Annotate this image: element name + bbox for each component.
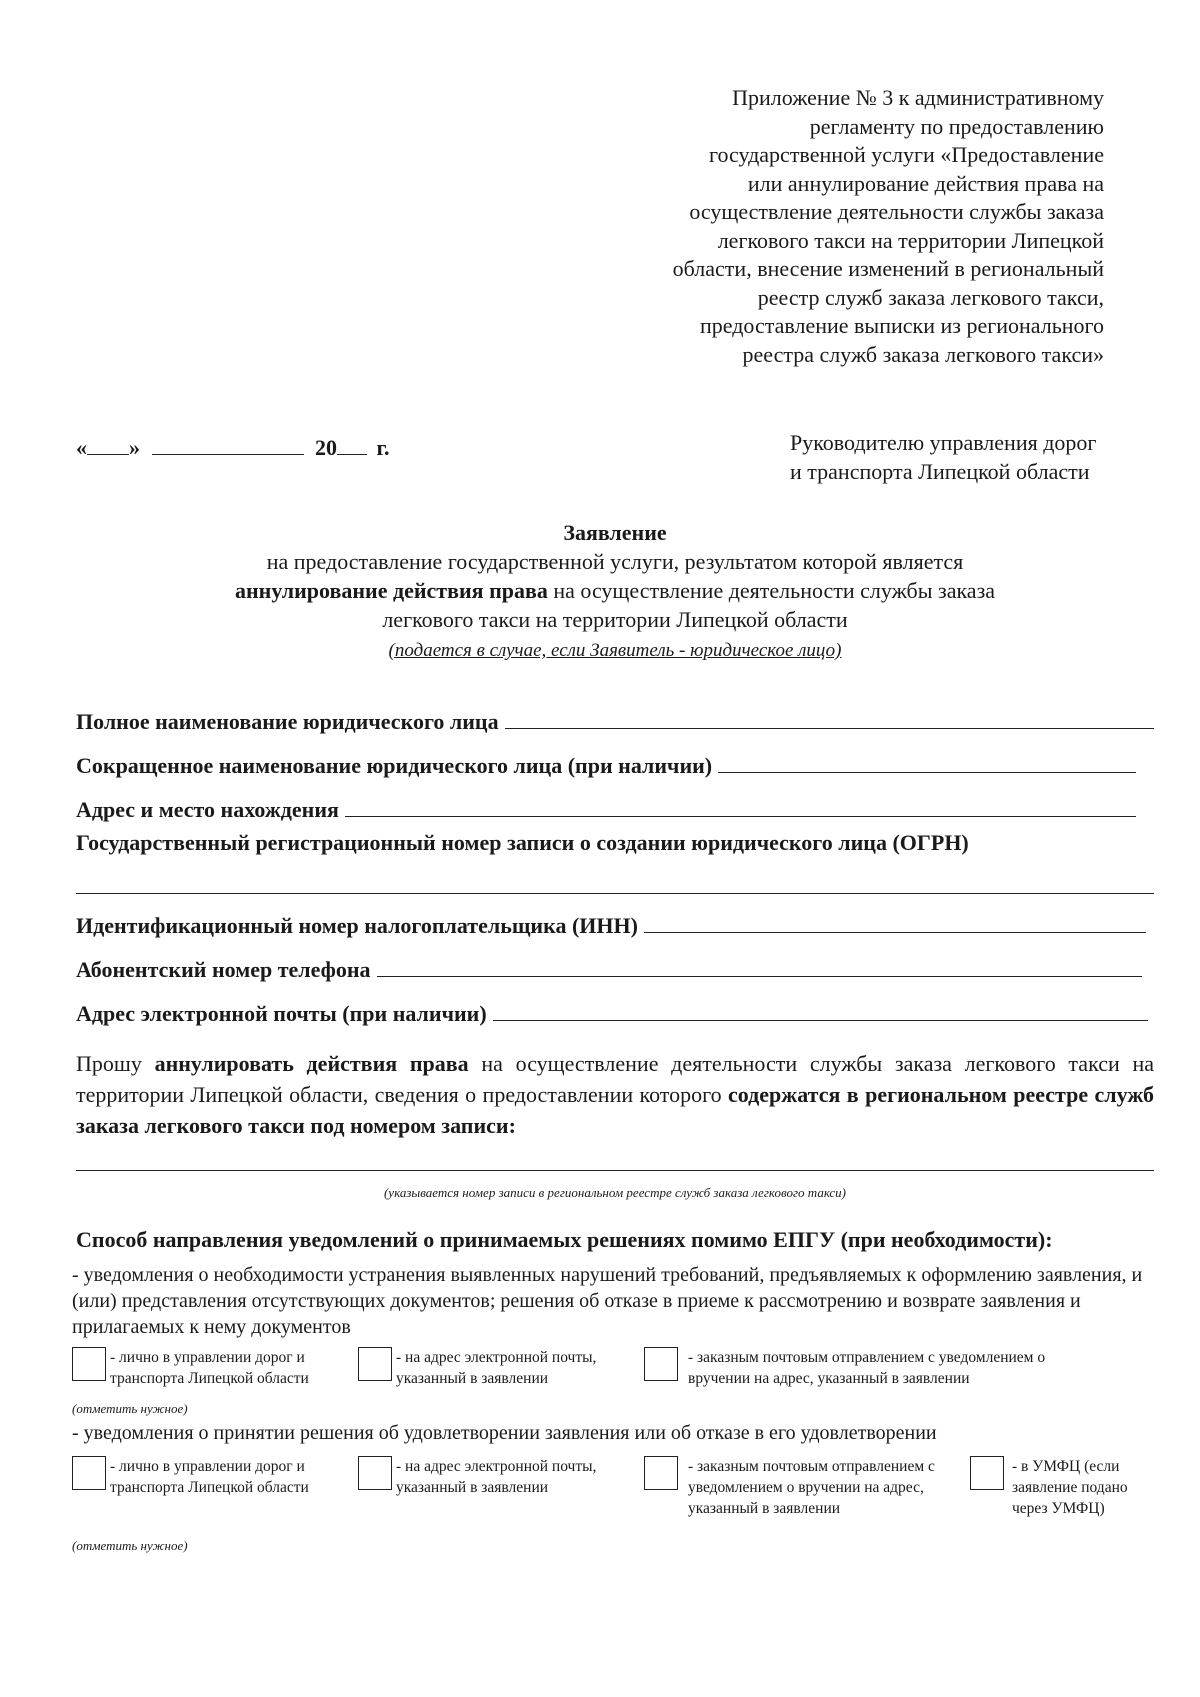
option-line: указанный в заявлении <box>688 1500 841 1517</box>
addressee-line-1: Руководителю управления дорог <box>790 430 1097 455</box>
option-label <box>688 1456 935 1519</box>
field-short-name-input[interactable] <box>718 752 1136 773</box>
option-line: транспорта Липецкой области <box>110 1370 309 1387</box>
title-line-2-rest: на осуществление деятельности службы заказа <box>547 578 996 603</box>
option-label <box>688 1347 1045 1389</box>
request-text-1: Прошу <box>76 1051 155 1076</box>
option-registered-mail-1 <box>644 1347 1045 1389</box>
appendix-line: области, внесение изменений в региональный <box>672 256 1104 281</box>
checkbox-umfc-2[interactable] <box>970 1456 1004 1490</box>
option-line: - в УМФЦ (если <box>1012 1458 1120 1475</box>
field-full-name-label: Полное наименование юридического лица <box>76 709 499 734</box>
title-line-2 <box>0 576 1200 605</box>
field-short-name-label: Сокращенное наименование юридического лица (при наличии) <box>76 753 713 778</box>
option-label <box>110 1456 309 1498</box>
appendix-line: легкового такси на территории Липецкой <box>717 227 1104 253</box>
document-title-block <box>0 518 1200 665</box>
year-blank[interactable] <box>337 434 367 455</box>
hint-mark-needed-2: (отметить нужное) <box>72 1538 188 1553</box>
checkbox-email-1[interactable] <box>358 1347 392 1381</box>
title-line-3: легкового такси на территории Липецкой области <box>382 607 848 632</box>
field-full-name-input[interactable] <box>505 708 1154 729</box>
date-line <box>76 434 390 461</box>
option-label <box>110 1347 309 1389</box>
request-text-2: на осуществление деятельности службы заказа легкового такси на территории Липецкой области, сведения о предоставлении которого <box>76 1051 1155 1107</box>
checkbox-registered-mail-1[interactable] <box>644 1347 678 1381</box>
option-line: - заказным почтовым отправлением с <box>688 1458 935 1475</box>
field-inn-label: Идентификационный номер налогоплательщика (ИНН) <box>76 913 638 938</box>
option-line: заявление подано <box>1012 1479 1128 1496</box>
title-line-1: на предоставление государственной услуги, результатом которой является <box>266 549 964 574</box>
field-phone-input[interactable] <box>377 956 1142 977</box>
field-full-name <box>76 708 1154 735</box>
field-inn <box>76 912 1146 939</box>
day-blank[interactable] <box>87 434 129 455</box>
field-phone-label: Абонентский номер телефона <box>76 957 371 982</box>
field-phone <box>76 956 1142 983</box>
field-ogrn-label: Государственный регистрационный номер записи о создании юридического лица (ОГРН) <box>76 830 969 855</box>
checkbox-registered-mail-2[interactable] <box>644 1456 678 1490</box>
option-line: указанный в заявлении <box>396 1479 549 1496</box>
appendix-line: государственной услуги «Предоставление <box>708 142 1104 167</box>
record-number-input[interactable] <box>76 1170 1154 1171</box>
addressee-line-2: и транспорта Липецкой области <box>790 459 1090 484</box>
title-bold-fragment: аннулирование действия права <box>234 578 548 603</box>
title-note: (подается в случае, если Заявитель - юридическое лицо) <box>388 640 842 661</box>
field-inn-input[interactable] <box>644 912 1146 933</box>
field-email-input[interactable] <box>493 1000 1148 1021</box>
hint-mark-needed-1: (отметить нужное) <box>72 1401 188 1416</box>
year-suffix: г. <box>376 435 390 460</box>
date-open-quote: « <box>76 435 87 460</box>
notice-2-text: - уведомления о принятии решения об удовлетворении заявления или об отказе в его удовлетворении <box>72 1422 937 1444</box>
field-short-name <box>76 752 1136 779</box>
option-line: - лично в управлении дорог и <box>110 1349 305 1366</box>
appendix-header <box>544 84 1104 369</box>
request-paragraph <box>76 1048 1154 1141</box>
notification-method-title: Способ направления уведомлений о принимаемых решениях помимо ЕПГУ (при необходимости): <box>76 1227 1053 1252</box>
option-label <box>396 1456 596 1498</box>
option-line: уведомлением о вручении на адрес, <box>688 1479 924 1496</box>
notice-1-text: - уведомления о необходимости устранения выявленных нарушений требований, предъявляемых к оформлению заявления, и (или) представления отсутствующих документов; решения об отказе в приеме к рассмотрению и возврате заявления и прилагаемых к нему документов <box>72 1264 1143 1338</box>
option-line: через УМФЦ) <box>1012 1500 1105 1517</box>
field-ogrn-input[interactable] <box>76 893 1154 894</box>
option-registered-mail-2 <box>644 1456 935 1519</box>
option-email-2 <box>358 1456 596 1498</box>
option-email-1 <box>358 1347 596 1389</box>
option-line: - на адрес электронной почты, <box>396 1349 597 1366</box>
record-number-caption: (указывается номер записи в региональном реестре служб заказа легкового такси) <box>383 1185 847 1200</box>
request-bold-2: содержатся в региональном реестре служб заказа легкового такси под номером записи: <box>76 1082 1155 1138</box>
field-address-label: Адрес и место нахождения <box>76 797 339 822</box>
option-line: - заказным почтовым отправлением с уведомлением о <box>688 1349 1046 1366</box>
appendix-line: Приложение № 3 к административному <box>732 85 1104 110</box>
field-ogrn <box>76 830 969 856</box>
year-prefix: 20 <box>315 435 337 460</box>
appendix-line: реестра служб заказа легкового такси» <box>742 341 1104 367</box>
option-in-person-1 <box>72 1347 309 1389</box>
option-line: транспорта Липецкой области <box>110 1479 309 1496</box>
month-blank[interactable] <box>152 434 304 455</box>
appendix-line: осуществление деятельности службы заказа <box>689 199 1104 224</box>
option-label <box>1012 1456 1128 1519</box>
field-email <box>76 1000 1148 1027</box>
field-address <box>76 796 1136 823</box>
field-address-input[interactable] <box>345 796 1136 817</box>
option-line: указанный в заявлении <box>396 1370 549 1387</box>
checkbox-in-person-1[interactable] <box>72 1347 106 1381</box>
option-line: - лично в управлении дорог и <box>110 1458 305 1475</box>
date-close-quote: » <box>129 435 140 460</box>
appendix-line: регламенту по предоставлению <box>809 113 1104 139</box>
appendix-line: предоставление выписки из регионального <box>699 313 1104 338</box>
field-email-label: Адрес электронной почты (при наличии) <box>76 1001 487 1026</box>
document-heading: Заявление <box>563 520 667 545</box>
addressee <box>790 428 1096 486</box>
checkbox-email-2[interactable] <box>358 1456 392 1490</box>
appendix-line: или аннулирование действия права на <box>747 170 1104 196</box>
option-line: - на адрес электронной почты, <box>396 1458 597 1475</box>
option-in-person-2 <box>72 1456 309 1498</box>
checkbox-in-person-2[interactable] <box>72 1456 106 1490</box>
option-label <box>396 1347 596 1389</box>
option-umfc-2 <box>970 1456 1128 1519</box>
request-bold-1: аннулировать действия права <box>154 1051 469 1076</box>
appendix-line: реестр служб заказа легкового такси, <box>757 284 1104 310</box>
option-line: вручении на адрес, указанный в заявлении <box>688 1370 970 1387</box>
